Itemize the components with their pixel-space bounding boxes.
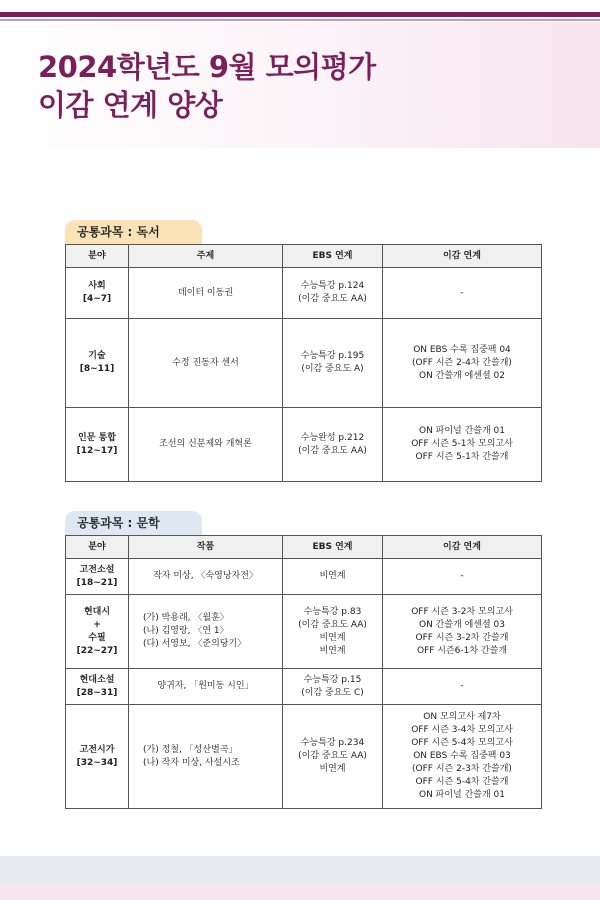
cell-line: (나) 작자 미상, 사설시조 [143, 757, 240, 768]
work-cell [129, 669, 283, 705]
table-row [66, 595, 542, 669]
cell-line: 수능완성 p.212 [300, 432, 365, 443]
cell-line: [32~34] [76, 757, 118, 768]
cell-line: 현대소설 [79, 674, 115, 685]
field-cell [66, 595, 129, 669]
cell-line: ON 간쓸개 에센셜 03 [418, 619, 505, 630]
cell-line: 고전소설 [79, 564, 115, 575]
cell-line: 수능특강 p.124 [300, 281, 365, 291]
cell-line: 인문 통합 [78, 432, 116, 443]
field-cell [66, 669, 129, 705]
ebs-cell [283, 268, 383, 319]
cell-line: (이감 중요도 AA) [298, 751, 367, 761]
header-work: 작품 [129, 536, 283, 559]
cell-line: (OFF 시즌 2-4차 간쓸개) [412, 357, 512, 368]
cell-line: ON 모의고사 제7차 [423, 712, 501, 722]
cell-line: 고전시가 [79, 744, 115, 755]
ebs-cell [283, 595, 383, 669]
header-ebs: EBS 연계 [283, 245, 383, 268]
cell-line: (이감 중요도 AA) [298, 294, 367, 304]
work-cell [129, 559, 283, 595]
cell-line: 작자 미상, 〈숙영낭자전〉 [153, 571, 258, 581]
ebs-cell [283, 705, 383, 809]
cell-line: OFF 시즌 5-4차 간쓸개 [415, 777, 509, 787]
header-field: 분야 [66, 245, 129, 268]
cell-line: OFF 시즌 3-2차 간쓸개 [415, 632, 509, 643]
cell-line: [4~7] [82, 294, 112, 304]
cell-line: ON 간쓸개 에센셜 02 [418, 370, 505, 381]
ebs-cell [283, 559, 383, 595]
cell-line: OFF 시즌 5-4차 모의고사 [411, 738, 513, 748]
cell-line: ON 파이널 간쓸개 01 [418, 790, 505, 800]
title-line-2: 이감 연계 양상 [38, 88, 223, 122]
cell-line: ON 파이널 간쓸개 01 [418, 426, 505, 436]
table-row [66, 705, 542, 809]
title-line-1: 2024학년도 9월 모의평가 [38, 50, 376, 84]
reading-table [65, 244, 542, 482]
table-header-row [66, 536, 542, 559]
igam-cell [383, 319, 542, 408]
cell-line: 수능특강 p.83 [303, 606, 362, 617]
cell-line: 수필 [88, 632, 106, 643]
cell-line: OFF 시즌 3-4차 모의고사 [411, 725, 513, 735]
work-cell [129, 595, 283, 669]
cell-line: (나) 김영랑, 〈연 1〉 [143, 626, 229, 636]
header-ebs: EBS 연계 [283, 536, 383, 559]
topic-cell [129, 319, 283, 408]
igam-cell [383, 268, 542, 319]
header-field: 분야 [66, 536, 129, 559]
page-title [38, 48, 578, 124]
igam-cell [383, 559, 542, 595]
cell-line: OFF 시즌6-1차 간쓸개 [416, 645, 508, 656]
header-topic: 주제 [129, 245, 283, 268]
ebs-cell [283, 408, 383, 482]
cell-line: 비연계 [319, 764, 346, 774]
table-row [66, 268, 542, 319]
top-stripe-thin [0, 19, 600, 21]
table-row [66, 408, 542, 482]
cell-line: (이감 중요도 AA) [298, 445, 367, 456]
cell-line: 양귀자, 「원미동 시인」 [157, 681, 254, 691]
cell-line: [12~17] [76, 445, 118, 456]
cell-line: 사회 [88, 281, 106, 291]
cell-line: - [460, 571, 464, 581]
cell-line: + [93, 619, 101, 630]
literature-table [65, 535, 542, 809]
field-cell [66, 319, 129, 408]
top-stripe [0, 12, 600, 17]
literature-tag: 공통과목 : 문학 [65, 511, 202, 535]
cell-line: [22~27] [76, 645, 118, 656]
table-header-row [66, 245, 542, 268]
cell-line: 조선의 신분제와 개혁론 [159, 439, 252, 449]
table-row [66, 669, 542, 705]
cell-line: OFF 시즌 5-1차 간쓸개 [415, 452, 509, 462]
cell-line: (가) 박용래, 〈월훈〉 [143, 613, 229, 623]
cell-line: ON EBS 수록 집중팩 04 [413, 344, 511, 355]
ebs-cell [283, 669, 383, 705]
reading-section [65, 220, 541, 482]
topic-cell [129, 408, 283, 482]
ebs-cell [283, 319, 383, 408]
cell-line: 비연계 [319, 645, 346, 656]
cell-line: - [460, 287, 464, 298]
table-row [66, 559, 542, 595]
cell-line: 수정 진동자 센서 [172, 357, 239, 368]
cell-line: [18~21] [76, 577, 118, 588]
cell-line: OFF 시즌 5-1차 모의고사 [411, 439, 513, 449]
cell-line: 데이터 이동권 [177, 287, 234, 298]
igam-cell [383, 595, 542, 669]
cell-line: - [460, 681, 464, 691]
field-cell [66, 408, 129, 482]
work-cell [129, 705, 283, 809]
top-band [0, 0, 600, 22]
cell-line: 현대시 [83, 606, 111, 617]
field-cell [66, 268, 129, 319]
cell-line: (가) 정철, 「성산별곡」 [143, 744, 238, 755]
cell-line: 기술 [88, 351, 106, 361]
header-igam: 이감 연계 [383, 245, 542, 268]
cell-line: 수능특강 p.195 [300, 351, 365, 361]
igam-cell [383, 669, 542, 705]
cell-line: (이감 중요도 C) [301, 687, 364, 698]
cell-line: ON EBS 수록 집중팩 03 [413, 751, 511, 761]
igam-cell [383, 408, 542, 482]
cell-line: (OFF 시즌 2-3차 간쓸개) [412, 764, 512, 774]
header-igam: 이감 연계 [383, 536, 542, 559]
reading-tag: 공통과목 : 독서 [65, 220, 202, 244]
cell-line: 수능특강 p.15 [303, 674, 362, 685]
cell-line: (다) 서영보, 〈준의당기〉 [143, 639, 247, 649]
literature-section [65, 511, 541, 809]
footer-band-bottom [0, 884, 600, 900]
footer-band [0, 856, 600, 884]
cell-line: (이감 중요도 AA) [298, 619, 367, 630]
cell-line: [8~11] [79, 364, 115, 374]
field-cell [66, 705, 129, 809]
cell-line: OFF 시즌 3-2차 모의고사 [411, 606, 513, 617]
topic-cell [129, 268, 283, 319]
cell-line: 비연계 [319, 571, 346, 581]
cell-line: 비연계 [319, 632, 346, 643]
cell-line: (이감 중요도 A) [301, 364, 364, 374]
table-row [66, 319, 542, 408]
cell-line: [28~31] [76, 687, 118, 698]
igam-cell [383, 705, 542, 809]
field-cell [66, 559, 129, 595]
cell-line: 수능특강 p.234 [300, 738, 365, 748]
